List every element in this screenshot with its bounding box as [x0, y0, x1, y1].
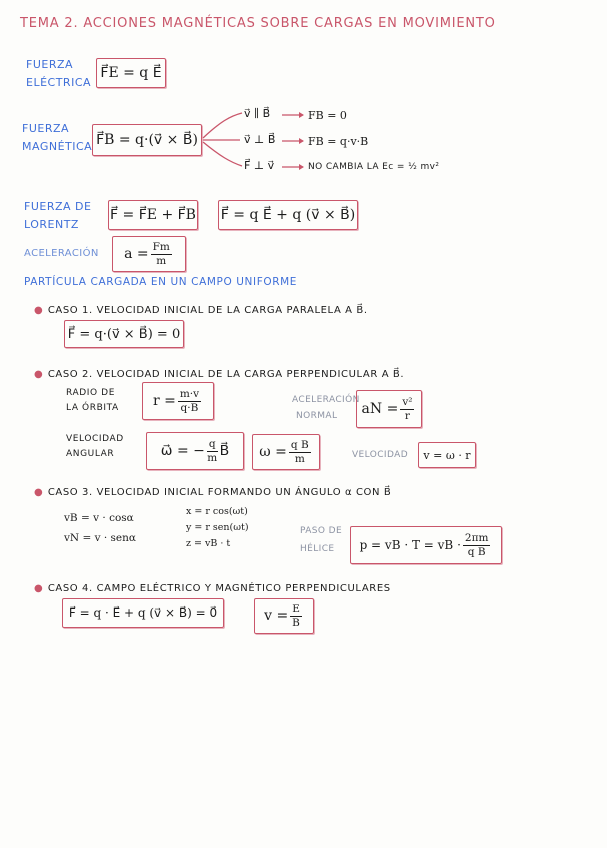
paso-num: 2πm	[464, 531, 489, 544]
caso1-heading: CASO 1. VELOCIDAD INICIAL DE LA CARGA PARALELA A B⃗.	[47, 305, 368, 316]
position-z: z = vB · t	[186, 538, 231, 549]
paso-label-1: PASO DE	[300, 526, 343, 536]
w-vec-den: m	[207, 451, 218, 464]
caso4-formula: F⃗ = q · E⃗ + q (v⃗ × B⃗) = 0⃗	[62, 598, 224, 628]
bullet-icon: ●	[34, 487, 43, 498]
w-vec-fraction	[207, 438, 218, 465]
fuerza-lorentz-formula-1: F⃗ = F⃗E + F⃗B	[108, 200, 198, 230]
paso-fraction	[463, 532, 491, 559]
paso-helice-label	[300, 522, 342, 558]
radio-den: q·B	[180, 401, 199, 414]
w-lhs: ω =	[259, 444, 287, 460]
w-num: q B	[290, 438, 309, 451]
radio-lhs: r =	[152, 393, 176, 409]
radio-formula	[142, 382, 214, 420]
bullet-icon: ●	[34, 583, 43, 594]
w-vec-lhs: ω⃗ = −	[160, 443, 205, 459]
w-den: m	[294, 452, 305, 465]
velocidad-angular-vector-formula	[146, 432, 244, 470]
aceleracion-normal-formula	[356, 390, 422, 428]
velocity-components	[64, 508, 136, 548]
fuerza-lorentz-formula-2: F⃗ = q E⃗ + q (v⃗ × B⃗)	[218, 200, 358, 230]
caso4-num: E	[292, 602, 300, 615]
fuerza-electrica-label-1: FUERZA	[26, 58, 74, 71]
paso-den: q B	[467, 545, 486, 558]
caso4-heading-row	[34, 576, 391, 595]
radio-label-1: RADIO DE	[66, 388, 115, 398]
paso-label-2: HÉLICE	[300, 544, 335, 554]
w-fraction	[289, 439, 311, 466]
aceleracion-lhs: a =	[124, 246, 149, 262]
aceleracion-num: Fm	[152, 240, 170, 253]
bullet-icon: ●	[34, 305, 43, 316]
aceleracion-label: ACELERACIÓN	[24, 248, 99, 259]
aceleracion-formula	[112, 236, 186, 272]
acel-label-2: NORMAL	[296, 411, 338, 421]
fuerza-electrica-label	[26, 56, 91, 92]
section-title: PARTÍCULA CARGADA EN UN CAMPO UNIFORME	[24, 276, 298, 288]
branch-2-result: FB = q·v·B	[308, 135, 369, 148]
position-x: x = r cos(ωt)	[186, 506, 248, 517]
v-component-normal: vN = v · senα	[64, 532, 136, 544]
aceleracion-normal-label	[292, 392, 360, 424]
paso-formula: p = vB · T = vB ·	[359, 538, 461, 552]
caso4-heading: CASO 4. CAMPO ELÉCTRICO Y MAGNÉTICO PERPENDICULARES	[47, 583, 391, 594]
caso3-heading: CASO 3. VELOCIDAD INICIAL FORMANDO UN ÁNGULO α CON B⃗	[47, 487, 392, 498]
vel-ang-label-2: ANGULAR	[66, 449, 115, 459]
paso-helice-formula	[350, 526, 502, 564]
caso4-fraction	[290, 603, 302, 630]
branch-3-result: NO CAMBIA LA Ec = ½ mv²	[308, 162, 440, 172]
velocidad-formula: v = ω · r	[418, 442, 476, 468]
velocidad-angular-label	[66, 432, 124, 462]
velocidad-label: VELOCIDAD	[352, 450, 409, 460]
radio-num: m·v	[179, 387, 200, 400]
fuerza-magnetica-label-2: MAGNÉTICA	[22, 140, 93, 153]
w-vec-tail: B⃗	[219, 443, 230, 459]
fuerza-magnetica-formula: F⃗B = q·(v⃗ × B⃗)	[92, 124, 202, 156]
position-equations	[186, 504, 249, 552]
branch-1-condition: v⃗ ∥ B⃗	[244, 107, 271, 120]
acel-num: v²	[402, 395, 413, 408]
acel-label-1: ACELERACIÓN	[292, 395, 360, 405]
velocidad-angular-formula	[252, 434, 320, 470]
w-vec-num: q	[208, 437, 216, 450]
fuerza-electrica-label-2: ELÉCTRICA	[26, 76, 92, 89]
caso4-velocity-formula	[254, 598, 314, 634]
fuerza-lorentz-label-1: FUERZA DE	[24, 200, 92, 213]
branch-1-result: FB = 0	[308, 109, 347, 122]
fuerza-electrica-formula: F⃗E = q E⃗	[96, 58, 166, 88]
fuerza-magnetica-label	[22, 120, 92, 156]
fuerza-lorentz-label-2: LORENTZ	[24, 218, 79, 231]
caso4-den: B	[292, 616, 300, 629]
radio-orbita-label	[66, 386, 119, 416]
acel-fraction	[400, 396, 414, 423]
position-y: y = r sen(ωt)	[186, 522, 249, 533]
aceleracion-fraction	[151, 241, 172, 268]
caso1-formula: F⃗ = q·(v⃗ × B⃗) = 0	[64, 320, 184, 348]
fuerza-magnetica-label-1: FUERZA	[22, 122, 70, 135]
caso4-v-lhs: v =	[264, 608, 289, 624]
vel-ang-label-1: VELOCIDAD	[66, 434, 124, 444]
v-component-parallel: vB = v · cosα	[64, 512, 134, 524]
fuerza-lorentz-label	[24, 198, 91, 234]
caso1-heading-row	[34, 298, 368, 317]
bullet-icon: ●	[34, 369, 43, 380]
page-title: TEMA 2. ACCIONES MAGNÉTICAS SOBRE CARGAS EN MOVIMIENTO	[20, 16, 496, 31]
caso3-heading-row	[34, 480, 391, 499]
aceleracion-den: m	[156, 254, 167, 267]
acel-lhs: aN =	[361, 401, 399, 417]
caso2-heading: CASO 2. VELOCIDAD INICIAL DE LA CARGA PERPENDICULAR A B⃗.	[47, 369, 405, 380]
caso2-heading-row	[34, 362, 404, 381]
acel-den: r	[404, 409, 410, 422]
branch-3-condition: F⃗ ⊥ v⃗	[244, 159, 275, 172]
radio-fraction	[178, 388, 201, 415]
radio-label-2: LA ÓRBITA	[66, 403, 119, 413]
branch-2-condition: v⃗ ⊥ B⃗	[244, 133, 276, 146]
